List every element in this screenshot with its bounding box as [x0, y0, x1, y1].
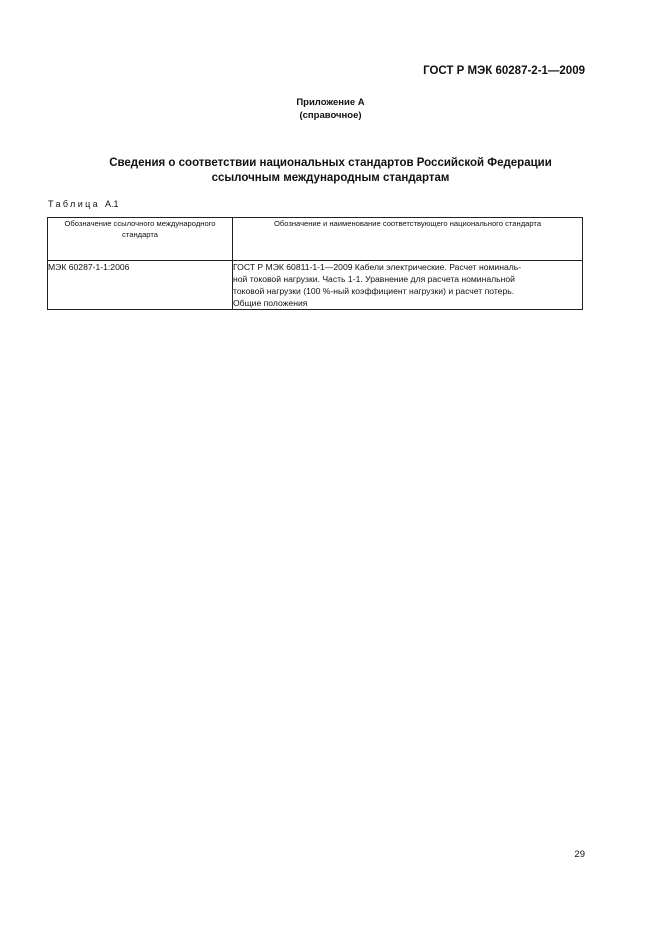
table-caption-label: Таблица — [48, 199, 101, 209]
table-header-row — [48, 218, 583, 261]
page-number: 29 — [574, 849, 585, 860]
national-standard-line: Общие положения — [233, 298, 308, 308]
column-header-national: Обозначение и наименование соответствующего национального стандарта — [233, 218, 583, 261]
section-heading — [0, 156, 661, 186]
national-standard-line: ГОСТ Р МЭК 60811-1-1—2009 Кабели электрические. Расчет номиналь- — [233, 262, 522, 272]
national-standard-line: токовой нагрузки (100 %-ный коэффициент нагрузки) и расчет потерь. — [233, 286, 515, 296]
international-standard-cell: МЭК 60287-1-1:2006 — [48, 261, 233, 310]
table-caption-number: А.1 — [105, 199, 119, 209]
table-row — [48, 261, 583, 310]
table-caption — [48, 199, 119, 209]
column-header-international: Обозначение ссылочного международного стандарта — [48, 218, 233, 261]
section-heading-line-2: ссылочным международным стандартам — [211, 172, 450, 184]
section-heading-line-1: Сведения о соответствии национальных стандартов Российской Федерации — [109, 157, 552, 169]
appendix-subtitle: (справочное) — [299, 110, 362, 121]
correspondence-table — [47, 217, 583, 310]
document-code: ГОСТ Р МЭК 60287-2-1—2009 — [423, 65, 585, 77]
national-standard-cell — [233, 261, 583, 310]
appendix-title-block — [0, 96, 661, 122]
appendix-title: Приложение А — [296, 97, 365, 108]
national-standard-line: ной токовой нагрузки. Часть 1-1. Уравнение для расчета номинальной — [233, 274, 515, 284]
